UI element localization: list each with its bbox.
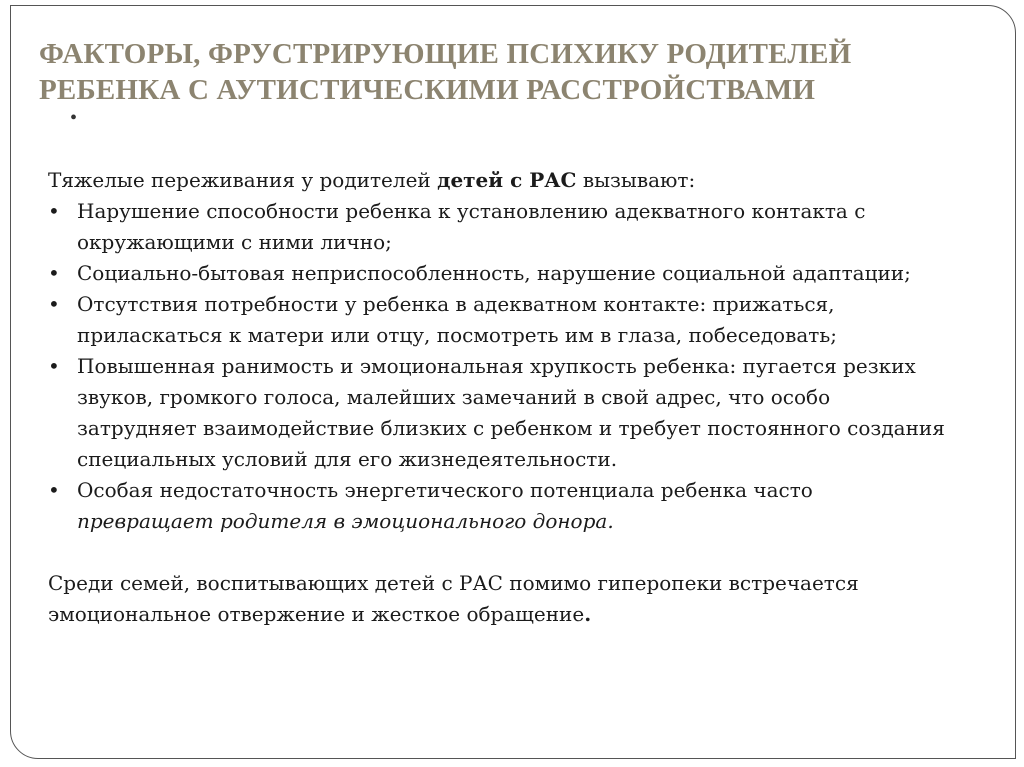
bullet-icon: • — [48, 354, 60, 378]
list-item-text: Повышенная ранимость и эмоциональная хрупкость ребенка: пугается резких звуков, громкого голоса, малейших замечаний в свой адрес, что особо затрудняет взаимодействие близких с ребенком и требует постоянного создания специальных условий для его жизнедеятельности. — [77, 354, 945, 471]
bullet-icon: • — [48, 261, 60, 285]
closing-paragraph — [48, 568, 948, 630]
closing-period: . — [584, 602, 592, 626]
intro-text-end: вызывают: — [576, 168, 696, 192]
bullet-icon: • — [48, 292, 60, 316]
list-item-text: Особая недостаточность энергетического потенциала ребенка часто — [77, 478, 813, 502]
list-item — [48, 475, 948, 537]
list-item-text: Отсутствия потребности у ребенка в адекватном контакте: прижаться, приласкаться к матери или отцу, посмотреть им в глаза, побеседовать; — [77, 292, 837, 347]
slide-title: ФАКТОРЫ, ФРУСТРИРУЮЩИЕ ПСИХИКУ РОДИТЕЛЕЙ РЕБЕНКА С АУТИСТИЧЕСКИМИ РАССТРОЙСТВАМИ — [39, 38, 852, 106]
list-item-text: Нарушение способности ребенка к установлению адекватного контакта с окружающими с ними лично; — [77, 199, 866, 254]
intro-line — [48, 165, 948, 196]
list-item-italic-text: превращает родителя в эмоционального донора. — [77, 509, 614, 533]
factor-list — [48, 196, 948, 537]
slide-body — [48, 165, 948, 630]
list-item — [48, 289, 948, 351]
bullet-icon: • — [48, 478, 60, 502]
bullet-icon: • — [48, 199, 60, 223]
intro-text: Тяжелые переживания у родителей — [48, 168, 438, 192]
list-item — [48, 258, 948, 289]
closing-text: Среди семей, воспитывающих детей с РАС помимо гиперопеки встречается эмоциональное отвержение и жесткое обращение — [48, 571, 859, 626]
list-item — [48, 196, 948, 258]
list-item-text: Социально-бытовая неприспособленность, нарушение социальной адаптации; — [77, 261, 911, 285]
list-item — [48, 351, 948, 475]
title-dot: • — [70, 107, 78, 129]
intro-bold-term: детей с РАС — [437, 168, 577, 192]
